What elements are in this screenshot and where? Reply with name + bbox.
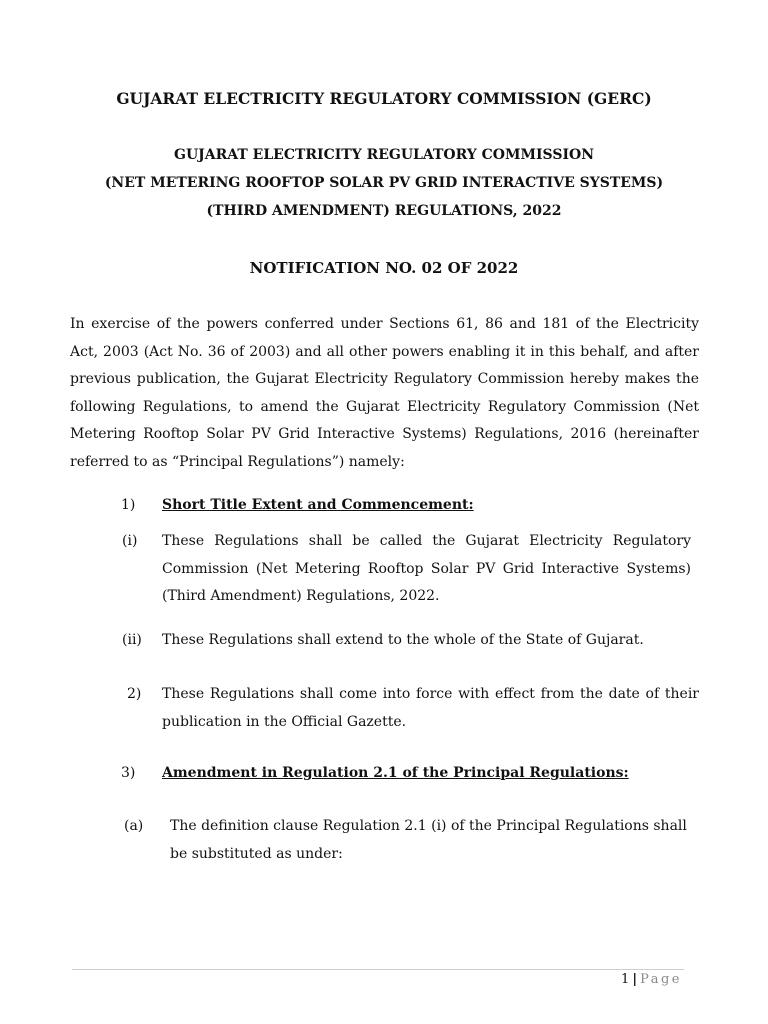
section-2-number: 2) [127,686,142,702]
section-3-number: 3) [121,765,136,781]
page-footer [621,972,682,987]
item-a-text: The definition clause Regulation 2.1 (i) of the Principal Regulations shall be substituted as under: [170,818,687,862]
section-1-number: 1) [121,497,136,513]
section-1-heading: Short Title Extent and Commencement: [162,497,474,513]
page-label: Page [640,972,682,987]
item-ii-marker: (ii) [122,632,142,648]
item-ii-text: These Regulations shall extend to the whole of the State of Gujarat. [162,632,644,648]
page-separator: | [632,972,638,987]
item-a-marker: (a) [124,818,144,834]
footer-divider [72,969,684,970]
section-3-heading: Amendment in Regulation 2.1 of the Principal Regulations: [162,765,629,781]
item-i-marker: (i) [122,533,138,549]
preamble-paragraph: In exercise of the powers conferred under Sections 61, 86 and 181 of the Electricity Act, 2003 (Act No. 36 of 2003) and all other powers enabling it in this behalf, and after previous publication, the Gujarat Electricity Regulatory Commission hereby makes the following Regulations, to amend the Gujarat Electricity Regulatory Commission (Net Metering Rooftop Solar PV Grid Interactive Systems) Regulations, 2016 (hereinafter referred to as “Principal Regulations”) namely: [70,316,699,470]
title-line-2: (NET METERING ROOFTOP SOLAR PV GRID INTERACTIVE SYSTEMS) [104,175,664,191]
notification-number: NOTIFICATION NO. 02 OF 2022 [249,259,519,277]
document-header: GUJARAT ELECTRICITY REGULATORY COMMISSION (GERC) [116,89,652,108]
title-line-3: (THIRD AMENDMENT) REGULATIONS, 2022 [206,203,562,219]
item-i-text: These Regulations shall be called the Gujarat Electricity Regulatory Commission (Net Metering Rooftop Solar PV Grid Interactive Systems) (Third Amendment) Regulations, 2022. [162,533,691,604]
title-line-1: GUJARAT ELECTRICITY REGULATORY COMMISSION [173,147,594,163]
section-2-text: These Regulations shall come into force with effect from the date of their publication in the Official Gazette. [162,686,699,730]
page-number: 1 [621,972,630,987]
